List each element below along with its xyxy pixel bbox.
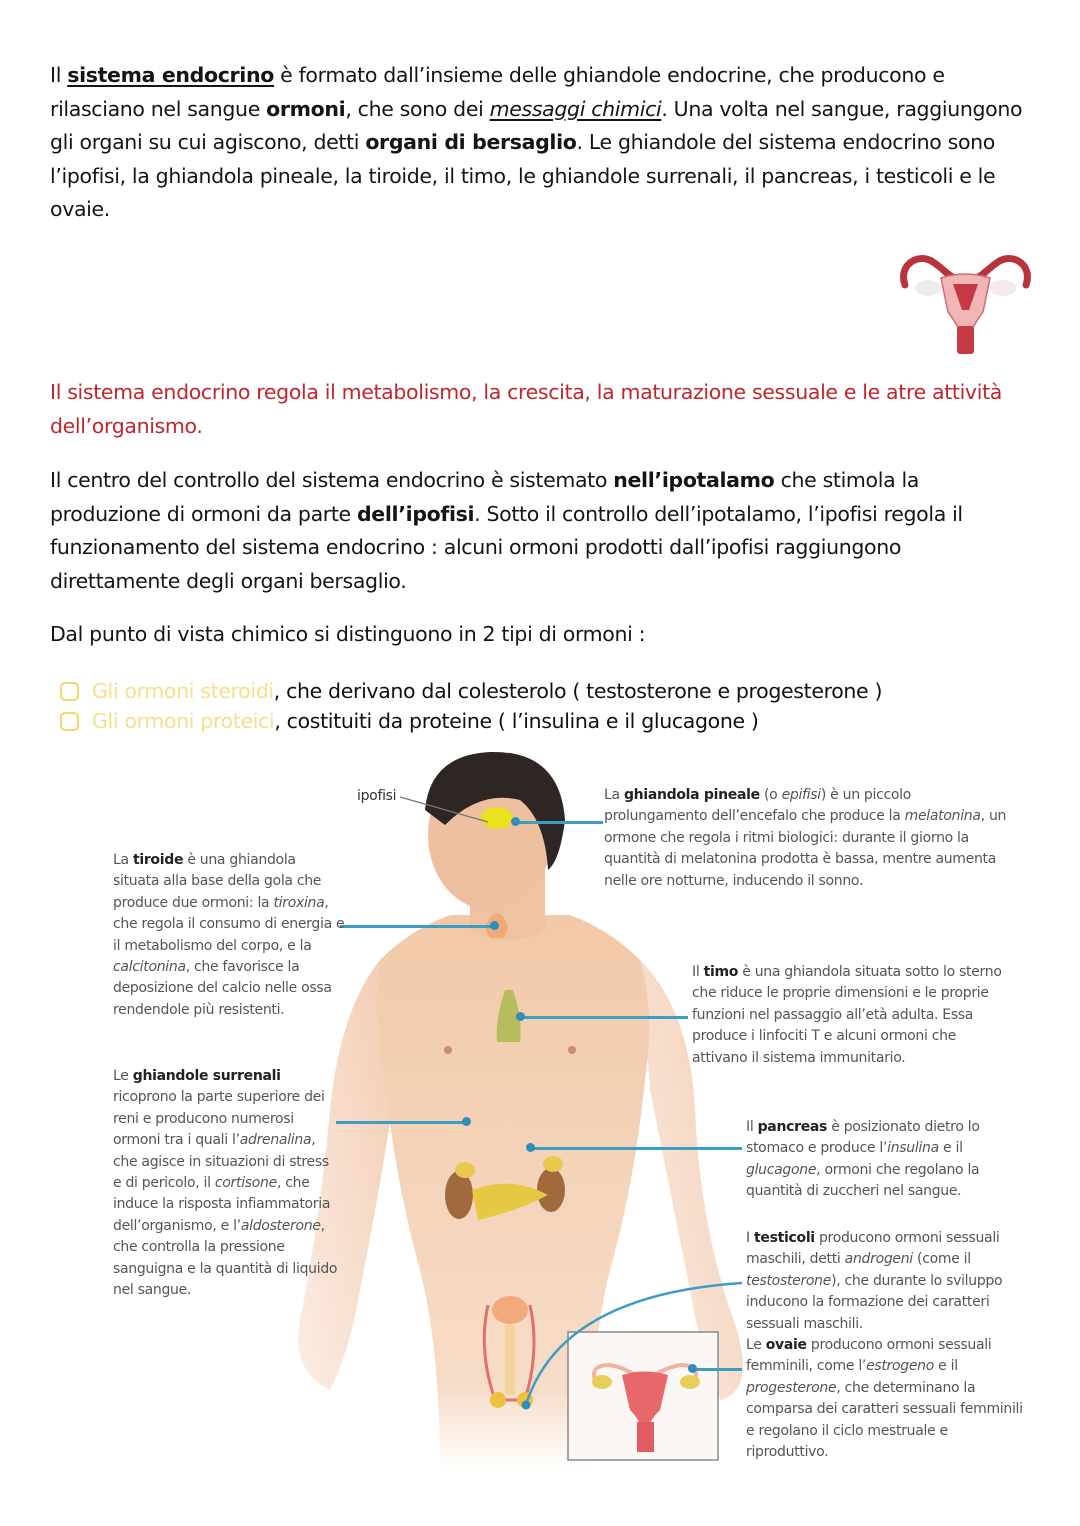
term-sistema-endocrino: sistema endocrino — [67, 63, 274, 87]
hormone-types-list — [60, 676, 882, 736]
marker-dot — [516, 1012, 525, 1021]
caption-ovaie: Le ovaie producono ormoni sessuali femminili, come l’estrogeno e il progesterone, che determinano la comparsa dei caratteri sessuali femminili e regolano il ciclo mestruale e riproduttivo. — [746, 1337, 1023, 1461]
marker-dot — [462, 1117, 471, 1126]
checkbox[interactable] — [60, 682, 79, 701]
caption-surrenali: Le ghiandole surrenali ricoprono la parte superiore dei reni e producono numerosi ormoni tra i quali l’adrenalina, che agisce in situazioni di stress e di pericolo, il cortisone, che induce la risposta infiammatoria dell’organismo, e l’aldosterone, che controlla la pressione sanguigna e la quantità di liquido nel sangue. — [113, 1068, 338, 1299]
list-item: Gli ormoni steroidi , che derivano dal colesterolo ( testosterone e progesterone ) — [60, 676, 882, 706]
intro-paragraph: Il sistema endocrino è formato dall’insieme delle ghiandole endocrine, che producono e rilasciano nel sangue ormoni, che sono dei messaggi chimici. Una volta nel sangue, raggiungono gli organi su cui agiscono, detti organi di bersaglio. Le ghiandole del sistema endocrino sono l’ipofisi, la ghiandola pineale, la tiroide, il timo, le ghiandole surrenali, il pancreas, i testicoli e le ovaie. — [50, 63, 1023, 221]
caption-pineale: La ghiandola pineale (o epifisi) è un piccolo prolungamento dell’encefalo che produce la melatonina, un ormone che regola i ritmi biologici: durante il giorno la quantità di melatonina prodotta è bassa, mentre aumenta nelle ore notturne, inducendo il sonno. — [604, 787, 1007, 889]
marker-dot — [526, 1143, 535, 1152]
checkbox[interactable] — [60, 712, 79, 731]
endocrine-diagram — [0, 750, 1080, 1490]
leader-line-tiroide — [340, 925, 495, 928]
term-messaggi-chimici: messaggi chimici — [489, 96, 662, 121]
leader-line-timo — [520, 1016, 688, 1019]
marker-dot — [688, 1364, 697, 1373]
list-item: Gli ormoni proteici , costituiti da proteine ( l’insulina e il glucagone ) — [60, 706, 882, 736]
leader-line-pineale — [515, 821, 603, 824]
caption-pancreas: Il pancreas è posizionato dietro lo stomaco e produce l’insulina e il glucagone, ormoni che regolano la quantità di zuccheri nel sangue. — [746, 1119, 980, 1200]
ipofisi-label: ipofisi — [357, 788, 397, 804]
leader-line-surrenali — [336, 1121, 466, 1124]
marker-dot — [490, 921, 499, 930]
hormone-types-intro: Dal punto di vista chimico si distinguono in 2 tipi di ormoni : — [50, 622, 646, 646]
control-paragraph: Il centro del controllo del sistema endocrino è sistemato nell’ipotalamo che stimola la produzione di ormoni da parte dell’ipofisi. Sotto il controllo dell’ipotalamo, l’ipofisi regola il funzionamento del sistema endocrino : alcuni ormoni prodotti dall’ipofisi raggiungono direttamente degli organi bersaglio. — [50, 468, 963, 593]
caption-testicoli: I testicoli producono ormoni sessuali maschili, detti androgeni (come il testosterone), che durante lo sviluppo inducono la formazione dei caratteri sessuali maschili. — [746, 1230, 1003, 1332]
type-label: Gli ormoni proteici — [92, 709, 275, 733]
leader-line-testicoli — [520, 1275, 750, 1415]
type-label: Gli ormoni steroidi — [92, 679, 274, 703]
leader-line-pancreas — [530, 1147, 742, 1150]
uterus-illustration — [893, 240, 1038, 360]
leader-line-ovaie — [692, 1368, 742, 1371]
marker-dot — [511, 817, 520, 826]
function-paragraph: Il sistema endocrino regola il metabolismo, la crescita, la maturazione sessuale e le atre attività dell’organismo. — [50, 380, 1002, 438]
caption-timo: Il timo è una ghiandola situata sotto lo sterno che riduce le proprie dimensioni e le proprie funzioni nel passaggio all’età adulta. Essa produce i linfociti T e alcuni ormoni che attivano il sistema immunitario. — [692, 964, 1002, 1066]
caption-tiroide: La tiroide è una ghiandola situata alla base della gola che produce due ormoni: la tiroxina, che regola il consumo di energia e il metabolismo del corpo, e la calcitonina, che favorisce la deposizione del calcio nelle ossa rendendole più resistenti. — [113, 852, 345, 1018]
